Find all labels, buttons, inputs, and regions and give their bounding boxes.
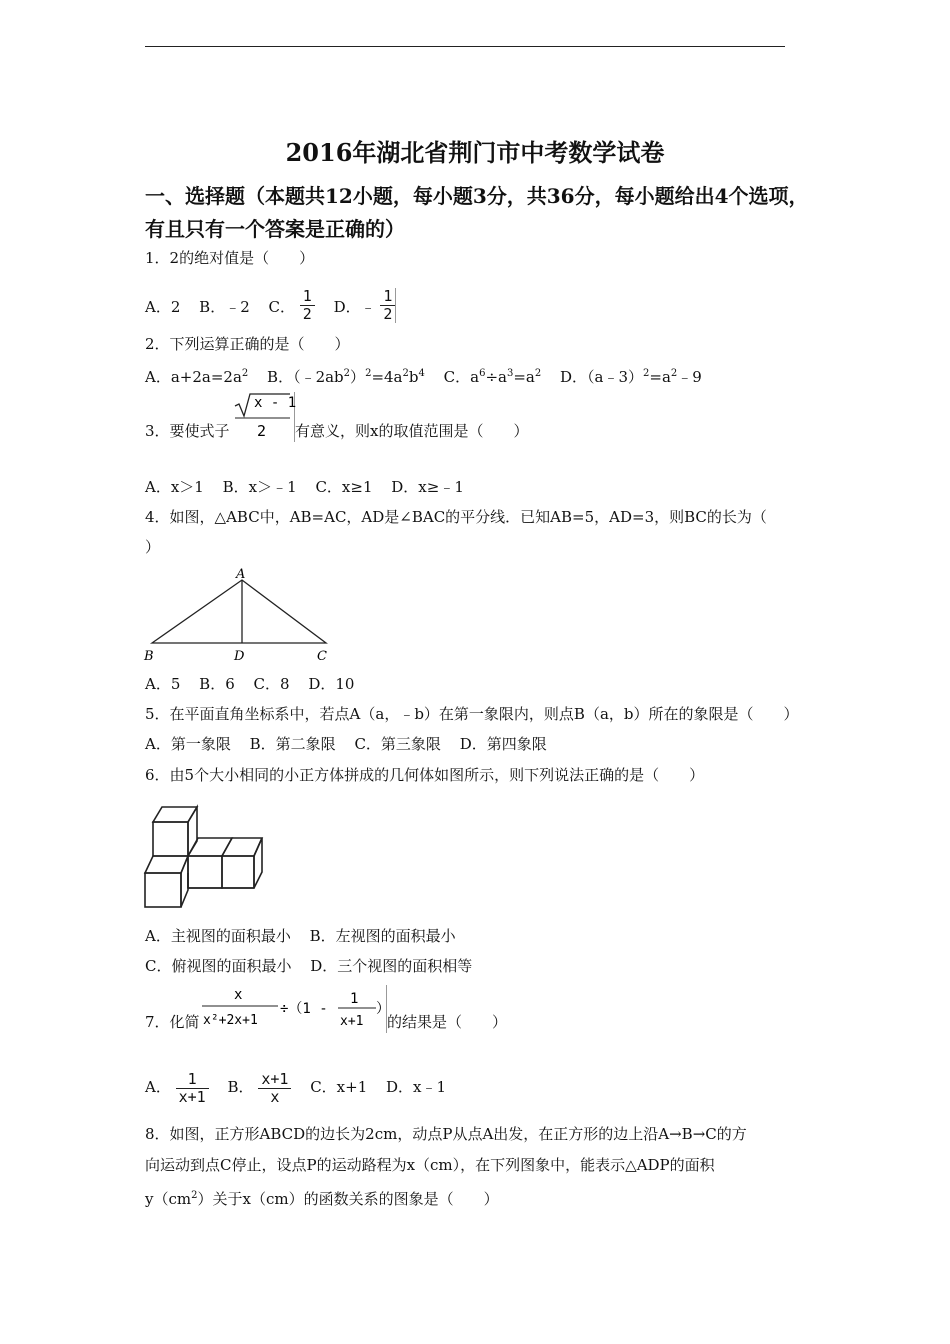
q7-a-fraction: $\frac{1}{x+1}$	[176, 1071, 209, 1106]
q1-stem: 1．2的绝对值是（ ）	[145, 249, 315, 267]
q5-option-b: B．第二象限	[249, 735, 336, 753]
q4-option-b: B．6	[199, 675, 235, 693]
q8-stem-line2: 向运动到点C停止，设点P的运动路程为x（cm），在下列图象中，能表示△ADP的面积	[145, 1156, 715, 1174]
q7-expression-svg	[200, 985, 390, 1033]
q4-options	[145, 674, 354, 694]
q3-stem: 3．要使式子	[145, 422, 230, 440]
q7-inner-denominator: x+1	[340, 1014, 364, 1029]
q2-option-a: A．$a+2a=2a^2$	[145, 368, 249, 386]
q4-option-c: C．8	[253, 675, 290, 693]
q7-option-b: B．	[227, 1078, 254, 1096]
label-b: B	[144, 649, 154, 664]
q5-options	[145, 734, 547, 754]
cube-bottom-left-side	[181, 856, 188, 907]
cube-row-3-front	[222, 856, 254, 888]
q5-option-d: D．第四象限	[459, 735, 547, 753]
q4-triangle-figure	[142, 567, 342, 667]
q3-option-a: A．x＞1	[145, 478, 204, 496]
q3-option-d: D．x≥﹣1	[391, 478, 464, 496]
q7-option-d: D．x﹣1	[386, 1078, 447, 1096]
q8-stem-line1: 8．如图，正方形ABCD的边长为2cm，动点P从点A出发，在正方形的边上沿A→B→C的方	[145, 1125, 747, 1143]
q7-stem-post: 的结果是（ ）	[387, 1013, 508, 1031]
q7-denominator: x²+2x+1	[203, 1013, 258, 1028]
q4-stem-line1: 4．如图，△ABC中，AB=AC，AD是∠BAC的平分线．已知AB=5，AD=3，则BC的长为（	[145, 508, 767, 526]
q7-stem-pre: 7．化简	[145, 1013, 200, 1031]
cube-top-front	[153, 822, 188, 856]
q2-stem: 2．下列运算正确的是（ ）	[145, 335, 350, 353]
q6-cubes-figure	[142, 800, 267, 912]
q1-option-c: C．	[268, 297, 296, 316]
page-title: 2016年湖北省荆门市中考数学试卷	[285, 138, 665, 167]
section-heading: 一、选择题（本题共12小题，每小题3分，共36分，每小题给出4个选项，有且只有一个答案是正确的）	[145, 184, 809, 241]
cubes-svg	[142, 800, 267, 912]
q1-c-fraction: $\frac{1}{2}$	[300, 288, 315, 323]
q7-expression	[200, 985, 390, 1033]
q6-option-a: A．主视图的面积最小	[145, 927, 291, 945]
q3-options	[145, 477, 464, 497]
q1-d-fraction: $\frac{1}{2}$	[380, 288, 396, 323]
q5-option-c: C．第三象限	[354, 735, 441, 753]
q4-stem-line2: ）	[145, 538, 161, 556]
label-d: D	[234, 649, 245, 664]
q6-option-c: C．俯视图的面积最小	[145, 957, 292, 975]
q5-stem: 5．在平面直角坐标系中，若点A（a，﹣b）在第一象限内，则点B（a，b）所在的象限是（ ）	[145, 705, 799, 723]
q3-denominator: 2	[257, 422, 267, 440]
q3-radical-expression	[232, 392, 295, 442]
label-c: C	[317, 649, 327, 664]
q1-option-d: D．﹣	[333, 297, 376, 316]
cube-top-top	[153, 807, 197, 822]
q7-option-a: A．	[145, 1078, 171, 1096]
q7-option-c: C．x+1	[310, 1078, 368, 1096]
cube-row-3-side	[254, 838, 262, 888]
q7-b-fraction: $\frac{x+1}{x}$	[258, 1071, 291, 1106]
q3-stem-post: 有意义，则x的取值范围是（ ）	[295, 422, 529, 440]
q2-options	[145, 364, 702, 387]
q1-options	[145, 287, 396, 325]
cube-row-2-top	[188, 838, 232, 856]
q3-option-c: C．x≥1	[315, 478, 373, 496]
q7-options	[145, 1068, 446, 1106]
triangle-abc	[152, 580, 326, 643]
q2-option-b: B．$(﹣2ab^2)^2=4a^2b^4$	[267, 368, 425, 386]
q2-option-c: C．$a^6\div a^3=a^2$	[443, 368, 542, 386]
q6-stem: 6．由5个大小相同的小正方体拼成的几何体如图所示，则下列说法正确的是（ ）	[145, 766, 705, 784]
q6-options-row1	[145, 926, 456, 946]
cube-bottom-left-front	[145, 873, 181, 907]
q7-inner-numerator: 1	[350, 991, 359, 1007]
label-a: A	[236, 567, 246, 582]
cube-row-1-top-face	[188, 856, 222, 888]
q6-option-b: B．左视图的面积最小	[309, 927, 456, 945]
q7-numerator: x	[234, 987, 243, 1003]
q2-option-d: D．$(a﹣3)^2=a^2﹣9$	[560, 368, 702, 386]
q3-option-b: B．x＞﹣1	[222, 478, 297, 496]
q7-close-paren: ）	[376, 1001, 390, 1017]
q4-option-a: A．5	[145, 675, 181, 693]
q1-option-a: A．2	[145, 297, 181, 316]
q6-option-d: D．三个视图的面积相等	[310, 957, 473, 975]
q4-option-d: D．10	[308, 675, 355, 693]
triangle-abc-svg	[142, 567, 342, 667]
header-rule	[145, 46, 785, 47]
q1-option-b: B．﹣2	[199, 297, 250, 316]
q6-options-row2	[145, 956, 472, 976]
q7-divide-part: ÷（1 -	[280, 1001, 328, 1017]
q3-radicand: x - 1	[254, 395, 297, 411]
q5-option-a: A．第一象限	[145, 735, 231, 753]
q8-stem-line3: $y(cm^2)$关于x（cm）的函数关系的图象是（ ）	[145, 1190, 499, 1208]
q3-radical-svg	[232, 392, 297, 442]
